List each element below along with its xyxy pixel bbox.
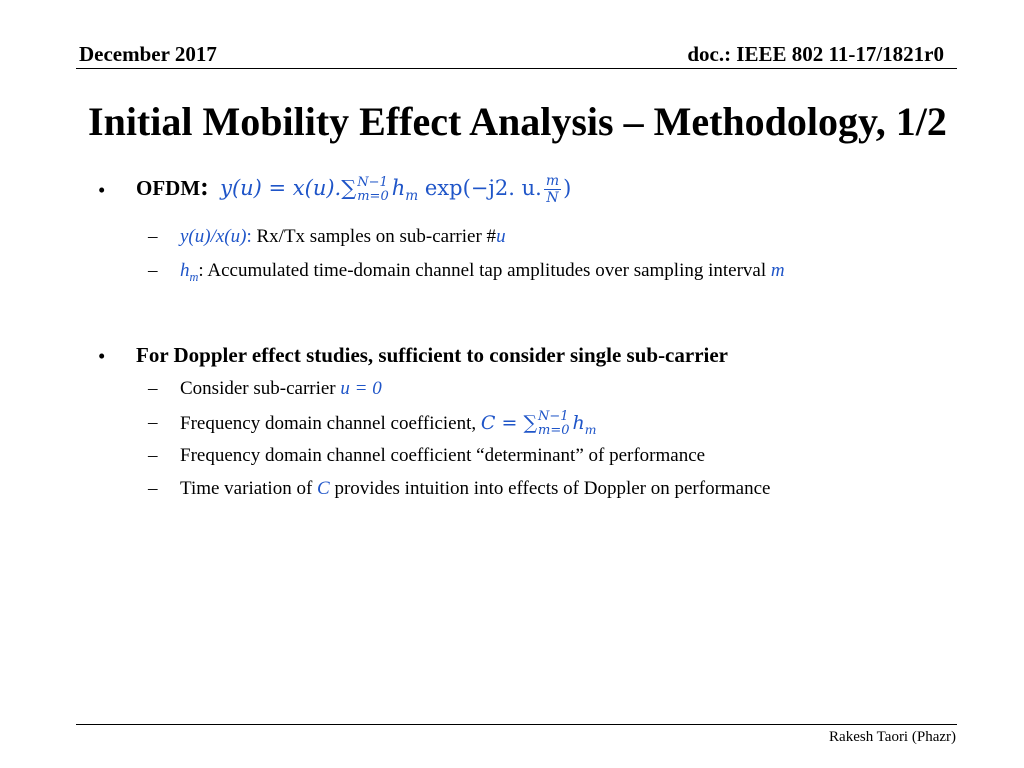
- sum-symbol: ∑: [341, 176, 357, 200]
- h-subscript: m: [584, 422, 597, 437]
- header-date: December 2017: [79, 42, 217, 66]
- fraction-m-over-n: [544, 173, 561, 206]
- header-doc-id: doc.: IEEE 802 11-17/1821r0: [687, 42, 944, 66]
- doppler-sub-item-2: [180, 410, 597, 438]
- yx-variable: y(u)/x(u): [180, 226, 247, 247]
- u-equals-zero: u = 0: [340, 378, 382, 399]
- ofdm-sub-item-1: [180, 226, 506, 248]
- h-term: h: [572, 412, 585, 434]
- ofdm-label: OFDM: [136, 176, 201, 200]
- doppler-sub-item-1: [180, 378, 382, 400]
- sum-upper: N−1: [538, 409, 569, 424]
- sub-dash: –: [148, 412, 158, 433]
- eq-close: ): [563, 176, 572, 200]
- footer-rule: [76, 724, 957, 725]
- sum-limits: [357, 176, 389, 204]
- time-variation-pre: Time variation of: [180, 478, 318, 499]
- sub-dash: –: [148, 478, 158, 499]
- sub-dash: –: [148, 226, 158, 247]
- hm-variable: h: [180, 260, 190, 281]
- fraction-numerator: m: [545, 173, 560, 189]
- sum-lower: m=0: [538, 423, 570, 438]
- ofdm-equation: [220, 173, 572, 206]
- c-eq-lhs: C =: [480, 412, 524, 434]
- consider-text: Consider sub-carrier: [180, 378, 341, 399]
- h-term: h: [391, 176, 406, 200]
- yx-colon: :: [246, 226, 252, 247]
- yx-description: Rx/Tx samples on sub-carrier #: [251, 226, 497, 247]
- sum-symbol: ∑: [523, 412, 538, 434]
- time-variation-post: provides intuition into effects of Doppler on performance: [329, 478, 771, 499]
- header-rule: [76, 68, 957, 69]
- c-variable: C: [317, 478, 330, 499]
- ofdm-eq-lhs: y(u) = x(u).: [220, 176, 342, 200]
- slide-title: Initial Mobility Effect Analysis – Methodology, 1/2: [88, 99, 947, 144]
- sum-upper: N−1: [357, 174, 388, 190]
- hm-subscript: m: [189, 269, 199, 284]
- footer-author: Rakesh Taori (Phazr): [829, 729, 956, 745]
- fraction-denominator: N: [546, 190, 559, 206]
- freq-coef-text: Frequency domain channel coefficient,: [180, 413, 481, 434]
- sub-dash: –: [148, 260, 158, 281]
- exp-term: exp(−j2. u.: [418, 176, 542, 200]
- doppler-sub-item-4: [180, 478, 770, 500]
- h-subscript: m: [405, 188, 419, 205]
- m-variable: m: [770, 260, 785, 281]
- bullet-dot: •: [98, 344, 106, 368]
- u-variable: u: [496, 226, 506, 247]
- sum-limits: [538, 410, 570, 438]
- sub-dash: –: [148, 378, 158, 399]
- ofdm-colon: :: [200, 172, 209, 201]
- doppler-sub-item-3: Frequency domain channel coefficient “determinant” of performance: [180, 445, 706, 466]
- sub-dash: –: [148, 445, 158, 466]
- bullet-ofdm: [136, 172, 571, 206]
- bullet-dot: •: [98, 178, 106, 202]
- bullet-doppler: For Doppler effect studies, sufficient to consider single sub-carrier: [136, 343, 728, 367]
- ofdm-sub-item-2: [180, 260, 785, 285]
- sum-lower: m=0: [357, 188, 389, 204]
- hm-description: : Accumulated time-domain channel tap amplitudes over sampling interval: [198, 260, 771, 281]
- c-equation: [480, 409, 597, 438]
